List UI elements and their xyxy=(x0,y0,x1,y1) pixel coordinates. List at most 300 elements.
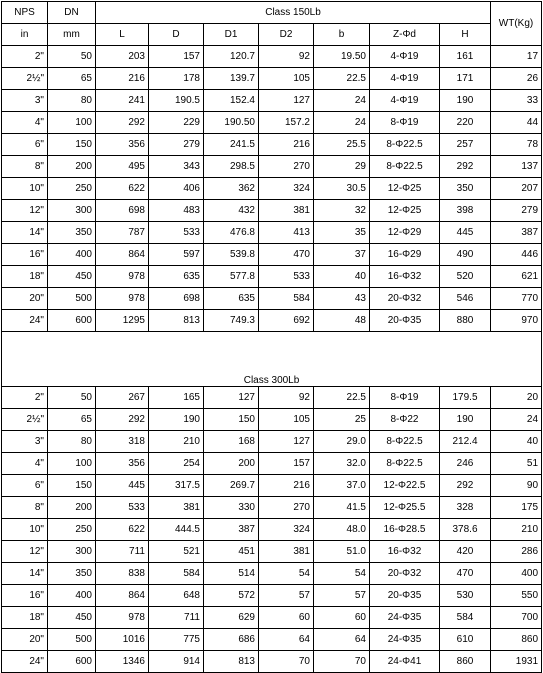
class300-cell: 8-Φ19 xyxy=(370,387,440,409)
class300-row xyxy=(2,409,542,431)
class300-cell: 317.5 xyxy=(149,475,204,497)
class150-cell: 92 xyxy=(259,46,314,68)
dn-header: DN xyxy=(48,2,96,24)
class300-header-row xyxy=(2,369,542,387)
class150-cell: 350 xyxy=(48,222,96,244)
class150-cell: 787 xyxy=(96,222,149,244)
class150-cell: 584 xyxy=(259,288,314,310)
class150-cell: 622 xyxy=(96,178,149,200)
class150-cell: 495 xyxy=(96,156,149,178)
class150-cell: 8-Φ22.5 xyxy=(370,156,440,178)
class150-cell: 406 xyxy=(149,178,204,200)
class300-cell: 80 xyxy=(48,431,96,453)
class150-cell: 80 xyxy=(48,90,96,112)
class150-cell: 250 xyxy=(48,178,96,200)
class300-cell: 572 xyxy=(204,585,259,607)
nps-header: NPS xyxy=(2,2,48,24)
class300-cell: 378.6 xyxy=(440,519,491,541)
class300-cell: 20-Φ32 xyxy=(370,563,440,585)
class300-row xyxy=(2,541,542,563)
class150-cell: 2½" xyxy=(2,68,48,90)
class300-cell: 318 xyxy=(96,431,149,453)
class300-row xyxy=(2,563,542,585)
class150-cell: 12-Φ25 xyxy=(370,200,440,222)
class300-cell: 629 xyxy=(204,607,259,629)
class150-cell: 470 xyxy=(259,244,314,266)
class150-cell: 539.8 xyxy=(204,244,259,266)
class300-cell: 775 xyxy=(149,629,204,651)
class300-cell: 269.7 xyxy=(204,475,259,497)
class300-cell: 10" xyxy=(2,519,48,541)
class300-cell: 212.4 xyxy=(440,431,491,453)
class150-cell: 18" xyxy=(2,266,48,288)
class300-cell: 48.0 xyxy=(314,519,370,541)
class300-cell: 1346 xyxy=(96,651,149,673)
class300-cell: 100 xyxy=(48,453,96,475)
class300-header: Class 300Lb xyxy=(2,369,542,387)
class300-cell: 157 xyxy=(259,453,314,475)
class150-row xyxy=(2,222,542,244)
class300-cell: 700 xyxy=(491,607,542,629)
class300-cell: 328 xyxy=(440,497,491,519)
class150-row xyxy=(2,134,542,156)
col-header-h: H xyxy=(440,24,491,46)
class150-cell: 600 xyxy=(48,310,96,332)
class300-cell: 356 xyxy=(96,453,149,475)
class150-cell: 216 xyxy=(96,68,149,90)
class300-cell: 3" xyxy=(2,431,48,453)
class300-cell: 179.5 xyxy=(440,387,491,409)
class300-cell: 20-Φ35 xyxy=(370,585,440,607)
class150-cell: 178 xyxy=(149,68,204,90)
class150-cell: 12-Φ29 xyxy=(370,222,440,244)
class300-cell: 16" xyxy=(2,585,48,607)
class150-cell: 292 xyxy=(440,156,491,178)
class150-cell: 813 xyxy=(149,310,204,332)
class300-cell: 610 xyxy=(440,629,491,651)
class150-row xyxy=(2,288,542,310)
class150-cell: 279 xyxy=(491,200,542,222)
nps-unit: in xyxy=(2,24,48,46)
class300-cell: 400 xyxy=(48,585,96,607)
class150-cell: 546 xyxy=(440,288,491,310)
class300-row xyxy=(2,387,542,409)
class300-cell: 8-Φ22 xyxy=(370,409,440,431)
class150-cell: 190.50 xyxy=(204,112,259,134)
class300-cell: 1931 xyxy=(491,651,542,673)
class300-cell: 20 xyxy=(491,387,542,409)
class150-cell: 22.5 xyxy=(314,68,370,90)
class300-cell: 860 xyxy=(491,629,542,651)
class150-cell: 324 xyxy=(259,178,314,200)
class300-cell: 860 xyxy=(440,651,491,673)
class150-cell: 343 xyxy=(149,156,204,178)
class150-cell: 692 xyxy=(259,310,314,332)
class150-cell: 4-Φ19 xyxy=(370,90,440,112)
class300-cell: 127 xyxy=(204,387,259,409)
class150-cell: 490 xyxy=(440,244,491,266)
class150-cell: 350 xyxy=(440,178,491,200)
class300-cell: 267 xyxy=(96,387,149,409)
class300-cell: 37.0 xyxy=(314,475,370,497)
class150-cell: 20-Φ35 xyxy=(370,310,440,332)
class300-cell: 24" xyxy=(2,651,48,673)
class150-cell: 65 xyxy=(48,68,96,90)
class300-cell: 216 xyxy=(259,475,314,497)
class300-cell: 57 xyxy=(314,585,370,607)
class300-cell: 25 xyxy=(314,409,370,431)
class300-cell: 60 xyxy=(314,607,370,629)
class150-cell: 24" xyxy=(2,310,48,332)
class150-cell: 229 xyxy=(149,112,204,134)
class150-row xyxy=(2,310,542,332)
class150-cell: 100 xyxy=(48,112,96,134)
class150-cell: 445 xyxy=(440,222,491,244)
class300-cell: 60 xyxy=(259,607,314,629)
class150-cell: 17 xyxy=(491,46,542,68)
class300-cell: 54 xyxy=(259,563,314,585)
class150-cell: 207 xyxy=(491,178,542,200)
class300-row xyxy=(2,519,542,541)
class300-row xyxy=(2,453,542,475)
class150-cell: 137 xyxy=(491,156,542,178)
class150-cell: 157.2 xyxy=(259,112,314,134)
class300-row xyxy=(2,607,542,629)
class300-cell: 978 xyxy=(96,607,149,629)
class300-row xyxy=(2,585,542,607)
class300-cell: 22.5 xyxy=(314,387,370,409)
class300-cell: 57 xyxy=(259,585,314,607)
header-row-2 xyxy=(2,24,542,46)
class150-cell: 33 xyxy=(491,90,542,112)
class150-cell: 150 xyxy=(48,134,96,156)
class300-cell: 14" xyxy=(2,563,48,585)
class300-cell: 500 xyxy=(48,629,96,651)
class300-cell: 813 xyxy=(204,651,259,673)
class150-cell: 16-Φ29 xyxy=(370,244,440,266)
class150-cell: 50 xyxy=(48,46,96,68)
class300-cell: 292 xyxy=(96,409,149,431)
class300-cell: 92 xyxy=(259,387,314,409)
class150-cell: 8-Φ22.5 xyxy=(370,134,440,156)
col-header-d2: D2 xyxy=(259,24,314,46)
class150-cell: 105 xyxy=(259,68,314,90)
class300-cell: 600 xyxy=(48,651,96,673)
class150-row xyxy=(2,46,542,68)
class150-cell: 20-Φ32 xyxy=(370,288,440,310)
class150-cell: 356 xyxy=(96,134,149,156)
class150-cell: 398 xyxy=(440,200,491,222)
class300-cell: 200 xyxy=(204,453,259,475)
class300-cell: 445 xyxy=(96,475,149,497)
class150-cell: 749.3 xyxy=(204,310,259,332)
class300-cell: 8-Φ22.5 xyxy=(370,453,440,475)
class150-cell: 270 xyxy=(259,156,314,178)
class150-row xyxy=(2,178,542,200)
class150-cell: 35 xyxy=(314,222,370,244)
class150-cell: 216 xyxy=(259,134,314,156)
class300-cell: 200 xyxy=(48,497,96,519)
col-header-z: Z-Φd xyxy=(370,24,440,46)
class150-cell: 220 xyxy=(440,112,491,134)
class300-cell: 514 xyxy=(204,563,259,585)
class300-cell: 286 xyxy=(491,541,542,563)
class150-cell: 139.7 xyxy=(204,68,259,90)
class150-cell: 8-Φ19 xyxy=(370,112,440,134)
class150-cell: 298.5 xyxy=(204,156,259,178)
class150-cell: 190 xyxy=(440,90,491,112)
class300-cell: 387 xyxy=(204,519,259,541)
class300-cell: 18" xyxy=(2,607,48,629)
flange-dimensions-table xyxy=(1,1,542,673)
class300-cell: 444.5 xyxy=(149,519,204,541)
class300-cell: 70 xyxy=(259,651,314,673)
class300-cell: 24 xyxy=(491,409,542,431)
class300-cell: 711 xyxy=(149,607,204,629)
class150-cell: 152.4 xyxy=(204,90,259,112)
class300-cell: 521 xyxy=(149,541,204,563)
class150-cell: 880 xyxy=(440,310,491,332)
class300-cell: 450 xyxy=(48,607,96,629)
class150-cell: 533 xyxy=(149,222,204,244)
class300-cell: 12" xyxy=(2,541,48,563)
class150-cell: 533 xyxy=(259,266,314,288)
class150-cell: 577.8 xyxy=(204,266,259,288)
class300-cell: 838 xyxy=(96,563,149,585)
class300-cell: 16-Φ28.5 xyxy=(370,519,440,541)
class150-cell: 40 xyxy=(314,266,370,288)
class150-cell: 476.8 xyxy=(204,222,259,244)
section-gap-cell xyxy=(2,332,542,370)
class150-cell: 32 xyxy=(314,200,370,222)
class150-cell: 127 xyxy=(259,90,314,112)
class300-cell: 12-Φ25.5 xyxy=(370,497,440,519)
class300-cell: 381 xyxy=(149,497,204,519)
class150-cell: 520 xyxy=(440,266,491,288)
class150-cell: 635 xyxy=(149,266,204,288)
class300-cell: 150 xyxy=(204,409,259,431)
class150-cell: 37 xyxy=(314,244,370,266)
class150-row xyxy=(2,266,542,288)
class150-cell: 400 xyxy=(48,244,96,266)
class150-cell: 300 xyxy=(48,200,96,222)
class300-cell: 54 xyxy=(314,563,370,585)
class150-cell: 241 xyxy=(96,90,149,112)
class150-cell: 10" xyxy=(2,178,48,200)
class150-cell: 43 xyxy=(314,288,370,310)
class300-cell: 16-Φ32 xyxy=(370,541,440,563)
class150-row xyxy=(2,200,542,222)
wt-header: WT(Kg) xyxy=(491,2,542,46)
class150-cell: 203 xyxy=(96,46,149,68)
class300-cell: 51 xyxy=(491,453,542,475)
class150-cell: 48 xyxy=(314,310,370,332)
class150-row xyxy=(2,90,542,112)
class300-cell: 64 xyxy=(259,629,314,651)
class300-cell: 686 xyxy=(204,629,259,651)
class300-row xyxy=(2,497,542,519)
class150-cell: 257 xyxy=(440,134,491,156)
class300-cell: 168 xyxy=(204,431,259,453)
class300-cell: 50 xyxy=(48,387,96,409)
class150-cell: 3" xyxy=(2,90,48,112)
class150-row xyxy=(2,68,542,90)
class300-cell: 90 xyxy=(491,475,542,497)
class300-cell: 584 xyxy=(149,563,204,585)
class300-cell: 711 xyxy=(96,541,149,563)
class300-cell: 51.0 xyxy=(314,541,370,563)
class150-cell: 597 xyxy=(149,244,204,266)
class150-cell: 200 xyxy=(48,156,96,178)
class150-cell: 1295 xyxy=(96,310,149,332)
class300-cell: 12-Φ22.5 xyxy=(370,475,440,497)
class150-cell: 14" xyxy=(2,222,48,244)
class300-cell: 622 xyxy=(96,519,149,541)
col-header-d: D xyxy=(149,24,204,46)
class150-cell: 120.7 xyxy=(204,46,259,68)
class150-cell: 4-Φ19 xyxy=(370,68,440,90)
class150-cell: 25.5 xyxy=(314,134,370,156)
class300-cell: 324 xyxy=(259,519,314,541)
class300-cell: 864 xyxy=(96,585,149,607)
class300-cell: 190 xyxy=(440,409,491,431)
class150-cell: 157 xyxy=(149,46,204,68)
class300-cell: 40 xyxy=(491,431,542,453)
class300-cell: 32.0 xyxy=(314,453,370,475)
class150-cell: 12" xyxy=(2,200,48,222)
class150-cell: 44 xyxy=(491,112,542,134)
class300-cell: 20" xyxy=(2,629,48,651)
col-header-d1: D1 xyxy=(204,24,259,46)
class150-cell: 770 xyxy=(491,288,542,310)
col-header-b: b xyxy=(314,24,370,46)
header-row-1 xyxy=(2,2,542,24)
class150-cell: 292 xyxy=(96,112,149,134)
class300-cell: 530 xyxy=(440,585,491,607)
class150-cell: 978 xyxy=(96,266,149,288)
class150-cell: 20" xyxy=(2,288,48,310)
class150-cell: 26 xyxy=(491,68,542,90)
class150-cell: 279 xyxy=(149,134,204,156)
class300-cell: 381 xyxy=(259,541,314,563)
class150-cell: 19.50 xyxy=(314,46,370,68)
class300-row xyxy=(2,475,542,497)
class300-cell: 190 xyxy=(149,409,204,431)
class300-cell: 330 xyxy=(204,497,259,519)
class300-cell: 210 xyxy=(491,519,542,541)
class150-cell: 16-Φ32 xyxy=(370,266,440,288)
class300-cell: 105 xyxy=(259,409,314,431)
class300-cell: 70 xyxy=(314,651,370,673)
section-gap xyxy=(2,332,542,370)
class300-cell: 210 xyxy=(149,431,204,453)
class300-cell: 1016 xyxy=(96,629,149,651)
class150-cell: 30.5 xyxy=(314,178,370,200)
class300-cell: 292 xyxy=(440,475,491,497)
class300-cell: 2½" xyxy=(2,409,48,431)
class150-cell: 978 xyxy=(96,288,149,310)
class300-cell: 8-Φ22.5 xyxy=(370,431,440,453)
class300-cell: 64 xyxy=(314,629,370,651)
class150-cell: 2" xyxy=(2,46,48,68)
dn-unit: mm xyxy=(48,24,96,46)
class150-cell: 12-Φ25 xyxy=(370,178,440,200)
class150-cell: 621 xyxy=(491,266,542,288)
class150-cell: 24 xyxy=(314,112,370,134)
class150-cell: 4-Φ19 xyxy=(370,46,440,68)
class150-cell: 4" xyxy=(2,112,48,134)
class300-cell: 165 xyxy=(149,387,204,409)
class150-cell: 413 xyxy=(259,222,314,244)
class300-cell: 584 xyxy=(440,607,491,629)
class300-cell: 2" xyxy=(2,387,48,409)
class150-row xyxy=(2,156,542,178)
class300-row xyxy=(2,629,542,651)
class300-cell: 24-Φ35 xyxy=(370,629,440,651)
class300-cell: 914 xyxy=(149,651,204,673)
class300-cell: 420 xyxy=(440,541,491,563)
class300-cell: 648 xyxy=(149,585,204,607)
class300-row xyxy=(2,431,542,453)
class300-cell: 29.0 xyxy=(314,431,370,453)
class300-cell: 24-Φ35 xyxy=(370,607,440,629)
class300-cell: 451 xyxy=(204,541,259,563)
class300-cell: 550 xyxy=(491,585,542,607)
class150-cell: 24 xyxy=(314,90,370,112)
class150-cell: 362 xyxy=(204,178,259,200)
class150-cell: 970 xyxy=(491,310,542,332)
class150-cell: 29 xyxy=(314,156,370,178)
class300-cell: 350 xyxy=(48,563,96,585)
class300-cell: 41.5 xyxy=(314,497,370,519)
class150-cell: 387 xyxy=(491,222,542,244)
class150-cell: 190.5 xyxy=(149,90,204,112)
class300-cell: 175 xyxy=(491,497,542,519)
class150-cell: 161 xyxy=(440,46,491,68)
class150-cell: 381 xyxy=(259,200,314,222)
class150-cell: 171 xyxy=(440,68,491,90)
class150-cell: 864 xyxy=(96,244,149,266)
class150-cell: 432 xyxy=(204,200,259,222)
class150-cell: 446 xyxy=(491,244,542,266)
class150-cell: 698 xyxy=(96,200,149,222)
class300-cell: 250 xyxy=(48,519,96,541)
class150-cell: 483 xyxy=(149,200,204,222)
class300-cell: 270 xyxy=(259,497,314,519)
class150-cell: 241.5 xyxy=(204,134,259,156)
class150-cell: 450 xyxy=(48,266,96,288)
class300-cell: 246 xyxy=(440,453,491,475)
class300-row xyxy=(2,651,542,673)
class300-cell: 24-Φ41 xyxy=(370,651,440,673)
class300-cell: 400 xyxy=(491,563,542,585)
class150-cell: 16" xyxy=(2,244,48,266)
class300-cell: 470 xyxy=(440,563,491,585)
class150-cell: 635 xyxy=(204,288,259,310)
class150-cell: 8" xyxy=(2,156,48,178)
class300-cell: 127 xyxy=(259,431,314,453)
class150-cell: 698 xyxy=(149,288,204,310)
class300-cell: 65 xyxy=(48,409,96,431)
class150-cell: 6" xyxy=(2,134,48,156)
class300-cell: 300 xyxy=(48,541,96,563)
col-header-l: L xyxy=(96,24,149,46)
class150-row xyxy=(2,244,542,266)
class150-row xyxy=(2,112,542,134)
class300-cell: 4" xyxy=(2,453,48,475)
class300-cell: 533 xyxy=(96,497,149,519)
class300-cell: 6" xyxy=(2,475,48,497)
